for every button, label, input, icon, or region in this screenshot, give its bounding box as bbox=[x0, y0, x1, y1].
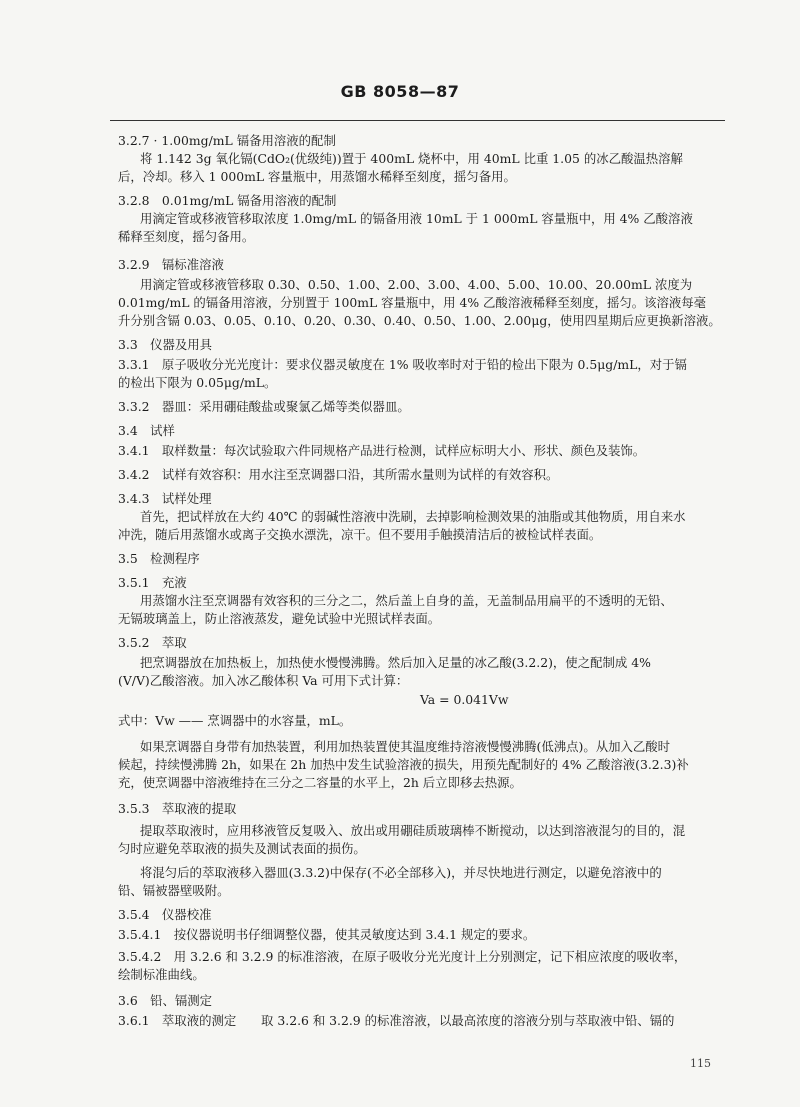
paragraph-line: 的检出下限为 0.05μg/mL。 bbox=[118, 375, 277, 390]
paragraph-line: 绘制标准曲线。 bbox=[118, 967, 205, 982]
section-heading: 3.5.4 仪器校准 bbox=[118, 907, 212, 922]
paragraph-line: 充，使烹调器中溶液维持在三分之二容量的水平上，2h 后立即移去热源。 bbox=[118, 775, 522, 790]
section-heading: 3.4 试样 bbox=[118, 423, 175, 438]
paragraph-line: 铅、镉被器壁吸附。 bbox=[118, 883, 230, 898]
paragraph-line: 提取萃取液时，应用移液管反复吸入、放出或用硼硅质玻璃棒不断搅动，以达到溶液混匀的目的，混 bbox=[140, 823, 686, 838]
paragraph-line: 式中：Vw —— 烹调器中的水容量，mL。 bbox=[118, 713, 352, 728]
paragraph-line: 如果烹调器自身带有加热装置，利用加热装置使其温度维持溶液慢慢沸腾(低沸点)。从加入乙酸时 bbox=[140, 739, 671, 754]
paragraph-line: 把烹调器放在加热板上，加热使水慢慢沸腾。然后加入足量的冰乙酸(3.2.2)，使之配制成 4% bbox=[140, 655, 651, 670]
header-rule bbox=[110, 120, 725, 121]
section-heading: 3.5.2 萃取 bbox=[118, 635, 187, 650]
section-heading: 3.3.1 原子吸收分光光度计：要求仪器灵敏度在 1% 吸收率时对于铅的检出下限为 0.5μg/mL，对于镉 bbox=[118, 357, 687, 372]
section-heading: 3.2.8 0.01mg/mL 镉备用溶液的配制 bbox=[118, 193, 337, 208]
section-heading: 3.3.2 器皿：采用硼硅酸盐或聚氯乙烯等类似器皿。 bbox=[118, 399, 410, 414]
standard-code: GB 8058—87 bbox=[340, 82, 460, 101]
paragraph-line: 无镉玻璃盖上，防止溶液蒸发，避免试验中光照试样表面。 bbox=[118, 611, 441, 626]
paragraph-line: 用蒸馏水注至烹调器有效容积的三分之二，然后盖上自身的盖，无盖制品用扁平的不透明的无铅、 bbox=[140, 593, 673, 608]
paragraph-line: 后，冷却。移入 1 000mL 容量瓶中，用蒸馏水稀释至刻度，摇匀备用。 bbox=[118, 169, 516, 184]
section-heading: 3.4.2 试样有效容积：用水注至烹调器口沿，其所需水量则为试样的有效容积。 bbox=[118, 467, 559, 482]
section-heading: 3.2.7 · 1.00mg/mL 镉备用溶液的配制 bbox=[118, 133, 336, 148]
paragraph-line: 0.01mg/mL 的镉备用溶液，分别置于 100mL 容量瓶中，用 4% 乙酸溶液稀释至刻度，摇匀。该溶液每毫 bbox=[118, 295, 707, 310]
paragraph-line: 首先，把试样放在大约 40℃ 的弱碱性溶液中洗刷，去掉影响检测效果的油脂或其他物质，用自来水 bbox=[140, 509, 686, 524]
section-heading: 3.6.1 萃取液的测定 取 3.2.6 和 3.2.9 的标准溶液，以最高浓度的溶液分别与萃取液中铅、镉的 bbox=[118, 1013, 675, 1028]
section-heading: 3.2.9 镉标准溶液 bbox=[118, 257, 224, 272]
section-heading: 3.5 检测程序 bbox=[118, 551, 200, 566]
page-number: 115 bbox=[690, 1057, 711, 1070]
paragraph-line: 将混匀后的萃取液移入器皿(3.3.2)中保存(不必全部移入)，并尽快地进行测定，以避免溶液中的 bbox=[140, 865, 662, 880]
section-heading: 3.5.1 充液 bbox=[118, 575, 187, 590]
formula: Va = 0.041Vw bbox=[420, 692, 509, 707]
paragraph-line: (V/V)乙酸溶液。加入冰乙酸体积 Va 可用下式计算： bbox=[118, 673, 409, 688]
section-heading: 3.4.3 试样处理 bbox=[118, 491, 212, 506]
paragraph-line: 候起，持续慢沸腾 2h，如果在 2h 加热中发生试验溶液的损失，用预先配制好的 4% 乙酸溶液(3.2.3)补 bbox=[118, 757, 689, 772]
section-heading: 3.3 仪器及用具 bbox=[118, 337, 213, 352]
section-heading: 3.5.4.2 用 3.2.6 和 3.2.9 的标准溶液，在原子吸收分光光度计上分别测定，记下相应浓度的吸收率， bbox=[118, 949, 687, 964]
paragraph-line: 匀时应避免萃取液的损失及测试表面的损伤。 bbox=[118, 841, 366, 856]
paragraph-line: 用滴定管或移液管移取浓度 1.0mg/mL 的镉备用液 10mL 于 1 000mL 容量瓶中，用 4% 乙酸溶液 bbox=[140, 211, 693, 226]
paragraph-line: 将 1.142 3g 氧化镉(CdO₂(优级纯))置于 400mL 烧杯中，用 40mL 比重 1.05 的冰乙酸温热溶解 bbox=[140, 151, 683, 166]
paragraph-line: 冲洗，随后用蒸馏水或离子交换水漂洗，凉干。但不要用手触摸清洁后的被检试样表面。 bbox=[118, 527, 602, 542]
section-heading: 3.5.4.1 按仪器说明书仔细调整仪器，使其灵敏度达到 3.4.1 规定的要求。 bbox=[118, 927, 536, 942]
paragraph-line: 用滴定管或移液管移取 0.30、0.50、1.00、2.00、3.00、4.00、5.00、10.00、20.00mL 浓度为 bbox=[140, 277, 693, 292]
paragraph-line: 稀释至刻度，摇匀备用。 bbox=[118, 229, 255, 244]
section-heading: 3.4.1 取样数量：每次试验取六件同规格产品进行检测，试样应标明大小、形状、颜色及装饰。 bbox=[118, 443, 646, 458]
section-heading: 3.6 铅、镉测定 bbox=[118, 993, 213, 1008]
section-heading: 3.5.3 萃取液的提取 bbox=[118, 801, 237, 816]
paragraph-line: 升分别含镉 0.03、0.05、0.10、0.20、0.30、0.40、0.50、1.00、2.00μg，使用四星期后应更换新溶液。 bbox=[118, 313, 721, 328]
